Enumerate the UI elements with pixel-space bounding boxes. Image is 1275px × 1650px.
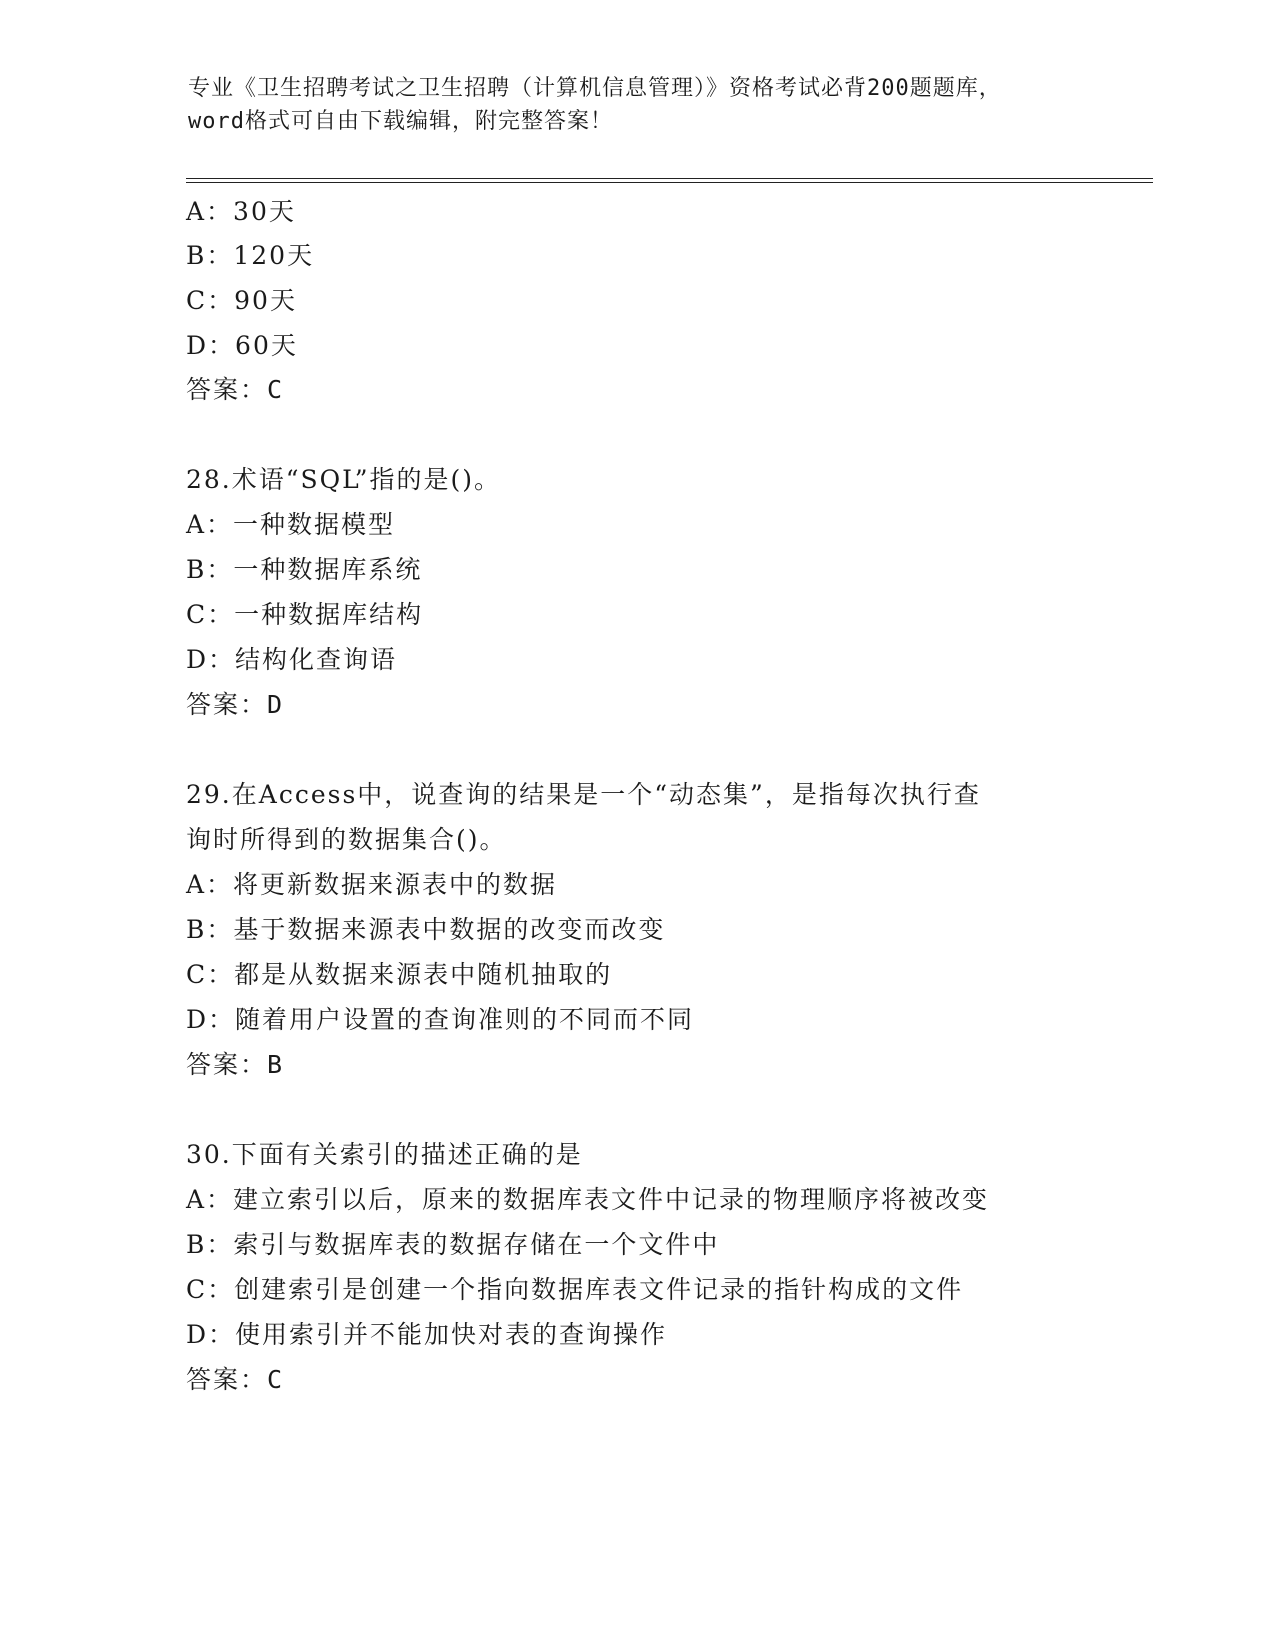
- q29-option-a: A：将更新数据来源表中的数据: [186, 870, 558, 899]
- q28-option-b: B：一种数据库系统: [186, 555, 423, 584]
- q28-option-a: A：一种数据模型: [186, 510, 396, 539]
- q30-option-c: C：创建索引是创建一个指向数据库表文件记录的指针构成的文件: [186, 1275, 964, 1304]
- q29-option-c: C：都是从数据来源表中随机抽取的: [186, 960, 613, 989]
- q29-option-d: D：随着用户设置的查询准则的不同而不同: [186, 1005, 695, 1034]
- q30-option-b: B：索引与数据库表的数据存储在一个文件中: [186, 1230, 720, 1259]
- q27-option-a: A：30天: [186, 197, 296, 226]
- q28-answer: 答案：D: [186, 690, 285, 719]
- header-line-2: word格式可自由下载编辑，附完整答案！: [188, 109, 613, 134]
- q30-option-d: D：使用索引并不能加快对表的查询操作: [186, 1320, 668, 1349]
- header-divider-top: [186, 178, 1153, 179]
- q30-stem: 30.下面有关索引的描述正确的是: [186, 1140, 583, 1169]
- header-divider-bottom: [186, 182, 1153, 183]
- header-line-1: 专业《卫生招聘考试之卫生招聘（计算机信息管理）》资格考试必背200题题库，: [188, 76, 1002, 101]
- q30-answer: 答案：C: [186, 1365, 285, 1394]
- q27-option-b: B：120天: [186, 241, 315, 270]
- q29-stem-line-1: 29.在Access中，说查询的结果是一个“动态集”，是指每次执行查: [186, 780, 981, 809]
- q29-option-b: B：基于数据来源表中数据的改变而改变: [186, 915, 666, 944]
- q28-option-c: C：一种数据库结构: [186, 600, 424, 629]
- q28-stem: 28.术语“SQL”指的是()。: [186, 465, 502, 494]
- q28-option-d: D：结构化查询语: [186, 645, 398, 674]
- q27-option-d: D：60天: [186, 331, 298, 360]
- q27-answer: 答案：C: [186, 375, 285, 404]
- q30-option-a: A：建立索引以后，原来的数据库表文件中记录的物理顺序将被改变: [186, 1185, 990, 1214]
- q27-option-c: C：90天: [186, 286, 297, 315]
- q29-answer: 答案：B: [186, 1050, 285, 1079]
- document-header: [188, 72, 1148, 138]
- q29-stem-line-2: 询时所得到的数据集合()。: [186, 825, 507, 854]
